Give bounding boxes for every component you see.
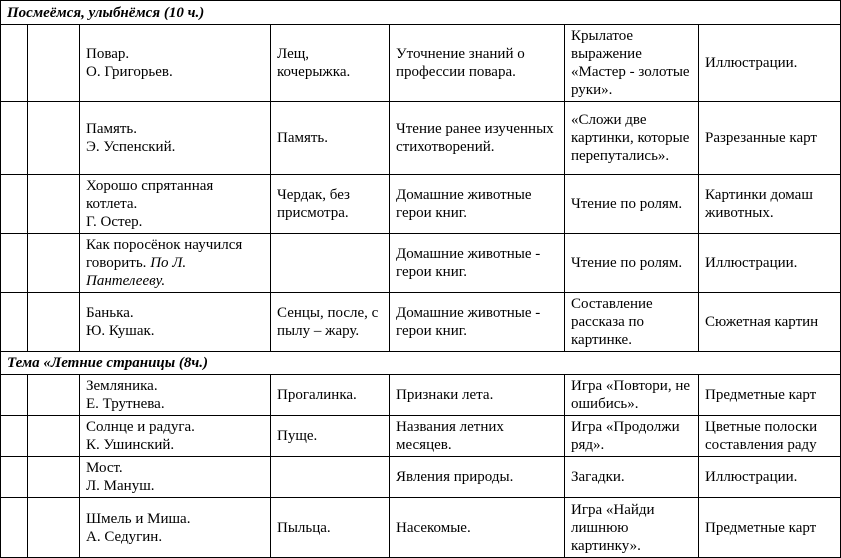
lesson-title-cell — [80, 375, 271, 416]
table-row — [1, 234, 841, 293]
date-cell — [28, 457, 80, 498]
number-cell — [1, 234, 28, 293]
table-row — [1, 416, 841, 457]
number-cell — [1, 457, 28, 498]
lesson-title: Мост. — [86, 460, 123, 476]
section-header-row — [1, 1, 841, 25]
date-cell — [28, 416, 80, 457]
lesson-title: Банька. — [86, 305, 134, 321]
material-cell: Иллюстрации. — [699, 25, 841, 102]
lesson-author: А. Седугин. — [86, 528, 163, 545]
number-cell — [1, 102, 28, 175]
material-cell: Сюжетная картин — [699, 293, 841, 352]
number-cell — [1, 175, 28, 234]
section-header-row — [1, 352, 841, 375]
lesson-title-cell — [80, 416, 271, 457]
activity-cell: «Сложи две картинки, которые перепутались». — [565, 102, 699, 175]
lesson-title: Хорошо спрятанная котлета. — [86, 178, 214, 212]
topic-cell: Домашние животные герои книг. — [390, 175, 565, 234]
number-cell — [1, 375, 28, 416]
lesson-title: Земляника. — [86, 378, 158, 394]
activity-cell: Чтение по ролям. — [565, 175, 699, 234]
vocabulary-cell: Чердак, без присмотра. — [271, 175, 390, 234]
table-row — [1, 175, 841, 234]
material-cell: Разрезанные карт — [699, 102, 841, 175]
lesson-author: К. Ушинский. — [86, 437, 175, 453]
topic-cell: Домашние животные - герои книг. — [390, 293, 565, 352]
lesson-author: Л. Мануш. — [86, 478, 155, 494]
topic-cell: Признаки лета. — [390, 375, 565, 416]
table-row — [1, 457, 841, 498]
date-cell — [28, 175, 80, 234]
lesson-author: По Л. Пантелееву. — [86, 255, 187, 289]
topic-cell: Домашние животные - герои книг. — [390, 234, 565, 293]
lesson-author: Е. Трутнева. — [86, 396, 165, 412]
table-row — [1, 25, 841, 102]
lesson-title-cell — [80, 457, 271, 498]
vocabulary-cell: Прогалинка. — [271, 375, 390, 416]
number-cell — [1, 25, 28, 102]
activity-cell: Загадки. — [565, 457, 699, 498]
activity-cell: Чтение по ролям. — [565, 234, 699, 293]
material-cell: Картинки домаш животных. — [699, 175, 841, 234]
topic-cell: Насекомые. — [390, 498, 565, 558]
lesson-title-cell — [80, 498, 271, 558]
lesson-author: Ю. Кушак. — [86, 323, 155, 339]
topic-cell: Чтение ранее изученных стихотворений. — [390, 102, 565, 175]
topic-cell: Явления природы. — [390, 457, 565, 498]
section-title: Тема «Летние страницы (8ч.) — [1, 352, 841, 375]
activity-cell: Составление рассказа по картинке. — [565, 293, 699, 352]
vocabulary-cell: Память. — [271, 102, 390, 175]
material-cell: Цветные полоски составления раду — [699, 416, 841, 457]
vocabulary-cell — [271, 457, 390, 498]
lesson-title: Солнце и радуга. — [86, 419, 195, 435]
vocabulary-cell — [271, 234, 390, 293]
number-cell — [1, 498, 28, 558]
date-cell — [28, 498, 80, 558]
table-row — [1, 102, 841, 175]
date-cell — [28, 293, 80, 352]
lesson-title: Шмель и Миша. — [86, 510, 191, 527]
lesson-title-cell — [80, 293, 271, 352]
lesson-title: Как поросёнок научился говорить. — [86, 237, 243, 271]
date-cell — [28, 375, 80, 416]
material-cell: Иллюстрации. — [699, 234, 841, 293]
vocabulary-cell: Лещ, кочерыжка. — [271, 25, 390, 102]
lesson-author: Э. Успенский. — [86, 139, 176, 155]
activity-cell: Крылатое выражение «Мастер - золотые руки». — [565, 25, 699, 102]
section-title: Посмеёмся, улыбнёмся (10 ч.) — [1, 1, 841, 25]
lesson-author: Г. Остер. — [86, 214, 143, 230]
number-cell — [1, 293, 28, 352]
table-row — [1, 498, 841, 558]
vocabulary-cell: Пыльца. — [271, 498, 390, 558]
topic-cell: Уточнение знаний о профессии повара. — [390, 25, 565, 102]
number-cell — [1, 416, 28, 457]
date-cell — [28, 25, 80, 102]
lesson-title: Память. — [86, 121, 138, 137]
activity-cell: Игра «Продолжи ряд». — [565, 416, 699, 457]
activity-cell: Игра «Повтори, не ошибись». — [565, 375, 699, 416]
material-cell: Предметные карт — [699, 498, 841, 558]
lesson-title-cell — [80, 175, 271, 234]
date-cell — [28, 234, 80, 293]
vocabulary-cell: Пуще. — [271, 416, 390, 457]
date-cell — [28, 102, 80, 175]
table-row — [1, 375, 841, 416]
lesson-title-cell — [80, 25, 271, 102]
table-row — [1, 293, 841, 352]
lesson-title-cell — [80, 234, 271, 293]
material-cell: Иллюстрации. — [699, 457, 841, 498]
activity-cell: Игра «Найди лишнюю картинку». — [565, 498, 699, 558]
material-cell: Предметные карт — [699, 375, 841, 416]
topic-cell: Названия летних месяцев. — [390, 416, 565, 457]
vocabulary-cell: Сенцы, после, с пылу – жару. — [271, 293, 390, 352]
lesson-author: О. Григорьев. — [86, 64, 173, 80]
lesson-title: Повар. — [86, 46, 130, 62]
lesson-title-cell — [80, 102, 271, 175]
